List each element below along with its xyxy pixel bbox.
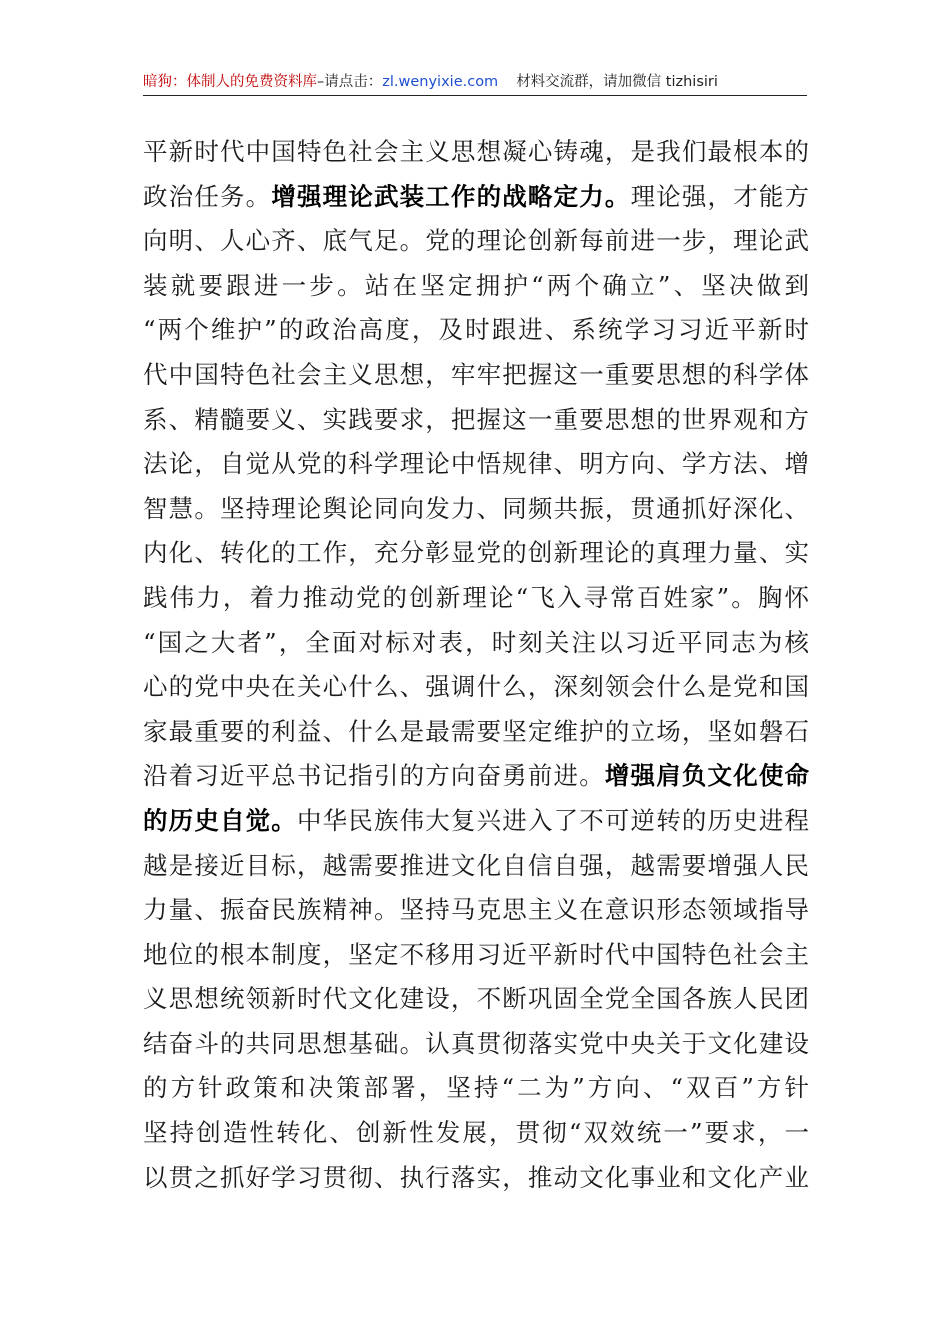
text-line <box>143 398 809 443</box>
text-line <box>143 442 809 487</box>
text-line <box>143 531 809 576</box>
document-body <box>143 130 809 1200</box>
paragraph-text: 力量、振奋民族精神。坚持马克思主义在意识形态领域指导 <box>143 895 809 925</box>
text-line <box>143 487 809 532</box>
text-line <box>143 264 809 309</box>
bold-heading-text: 增强肩负文化使命 <box>604 761 809 791</box>
paragraph-text: 内化、转化的工作，充分彰显党的创新理论的真理力量、实 <box>143 538 809 568</box>
paragraph-text: “两个维护”的政治高度，及时跟进、系统学习习近平新时 <box>143 315 809 345</box>
text-line <box>143 799 809 844</box>
header-divider <box>143 95 807 96</box>
paragraph-text: 越是接近目标，越需要推进文化自信自强，越需要增强人民 <box>143 850 809 880</box>
paragraph-text: 沿着习近平总书记指引的方向奋勇前进。 <box>143 761 605 791</box>
paragraph-text: 智慧。坚持理论舆论同向发力、同频共振，贯通抓好深化、 <box>143 493 809 523</box>
paragraph-text: 的方针政策和决策部署，坚持“二为”方向、“双百”方针 <box>143 1073 809 1103</box>
text-line <box>143 1022 809 1067</box>
paragraph-text: 以贯之抓好学习贯彻、执行落实，推动文化事业和文化产业 <box>143 1162 809 1192</box>
paragraph-text: 义思想统领新时代文化建设，不断巩固全党全国各族人民团 <box>143 984 809 1014</box>
paragraph-text: 理论强，才能方 <box>630 181 809 211</box>
text-line <box>143 754 809 799</box>
paragraph-text: 平新时代中国特色社会主义思想凝心铸魂，是我们最根本的 <box>143 137 809 166</box>
text-line <box>143 353 809 398</box>
text-line <box>143 888 809 933</box>
text-line <box>143 219 809 264</box>
paragraph-text: 中华民族伟大复兴进入了不可逆转的历史进程 <box>296 805 809 835</box>
text-line <box>143 130 809 175</box>
text-line <box>143 175 809 220</box>
paragraph-text: 结奋斗的共同思想基础。认真贯彻落实党中央关于文化建设 <box>143 1028 809 1058</box>
header-brand: 暗狗：体制人的免费资料库 <box>143 74 317 90</box>
text-line <box>143 621 809 666</box>
header-group-text: 材料交流群，请加微信 tizhisiri <box>516 74 718 90</box>
text-line <box>143 308 809 353</box>
paragraph-text: 地位的根本制度，坚定不移用习近平新时代中国特色社会主 <box>143 939 809 969</box>
bold-heading-text: 增强理论武装工作的战略定力。 <box>271 181 631 211</box>
paragraph-text: “国之大者”，全面对标对表，时刻关注以习近平同志为核 <box>143 627 809 657</box>
text-line <box>143 710 809 755</box>
text-line <box>143 1156 809 1201</box>
paragraph-text: 向明、人心齐、底气足。党的理论创新每前进一步，理论武 <box>143 226 809 256</box>
text-line <box>143 1066 809 1111</box>
paragraph-text: 践伟力，着力推动党的创新理论“飞入寻常百姓家”。胸怀 <box>143 582 809 612</box>
paragraph-text: 政治任务。 <box>143 181 272 211</box>
header-link[interactable]: zl.wenyixie.com <box>382 74 499 90</box>
paragraph-text: 代中国特色社会主义思想，牢牢把握这一重要思想的科学体 <box>143 359 809 389</box>
paragraph-text: 系、精髓要义、实践要求，把握这一重要思想的世界观和方 <box>143 404 809 434</box>
text-line <box>143 933 809 978</box>
paragraph-text: 法论，自觉从党的科学理论中悟规律、明方向、学方法、增 <box>143 449 809 479</box>
text-line <box>143 844 809 889</box>
bold-heading-text: 的历史自觉。 <box>143 805 297 835</box>
text-line <box>143 576 809 621</box>
text-line <box>143 1111 809 1156</box>
page-header <box>143 70 807 94</box>
text-line <box>143 665 809 710</box>
paragraph-text: 装就要跟进一步。站在坚定拥护“两个确立”、坚决做到 <box>143 270 809 300</box>
header-link-prefix: –请点击： <box>317 74 383 90</box>
paragraph-text: 坚持创造性转化、创新性发展，贯彻“双效统一”要求，一 <box>143 1118 809 1148</box>
text-line <box>143 977 809 1022</box>
paragraph-text: 家最重要的利益、什么是最需要坚定维护的立场，坚如磐石 <box>143 716 809 746</box>
paragraph-text: 心的党中央在关心什么、强调什么，深刻领会什么是党和国 <box>143 672 809 702</box>
